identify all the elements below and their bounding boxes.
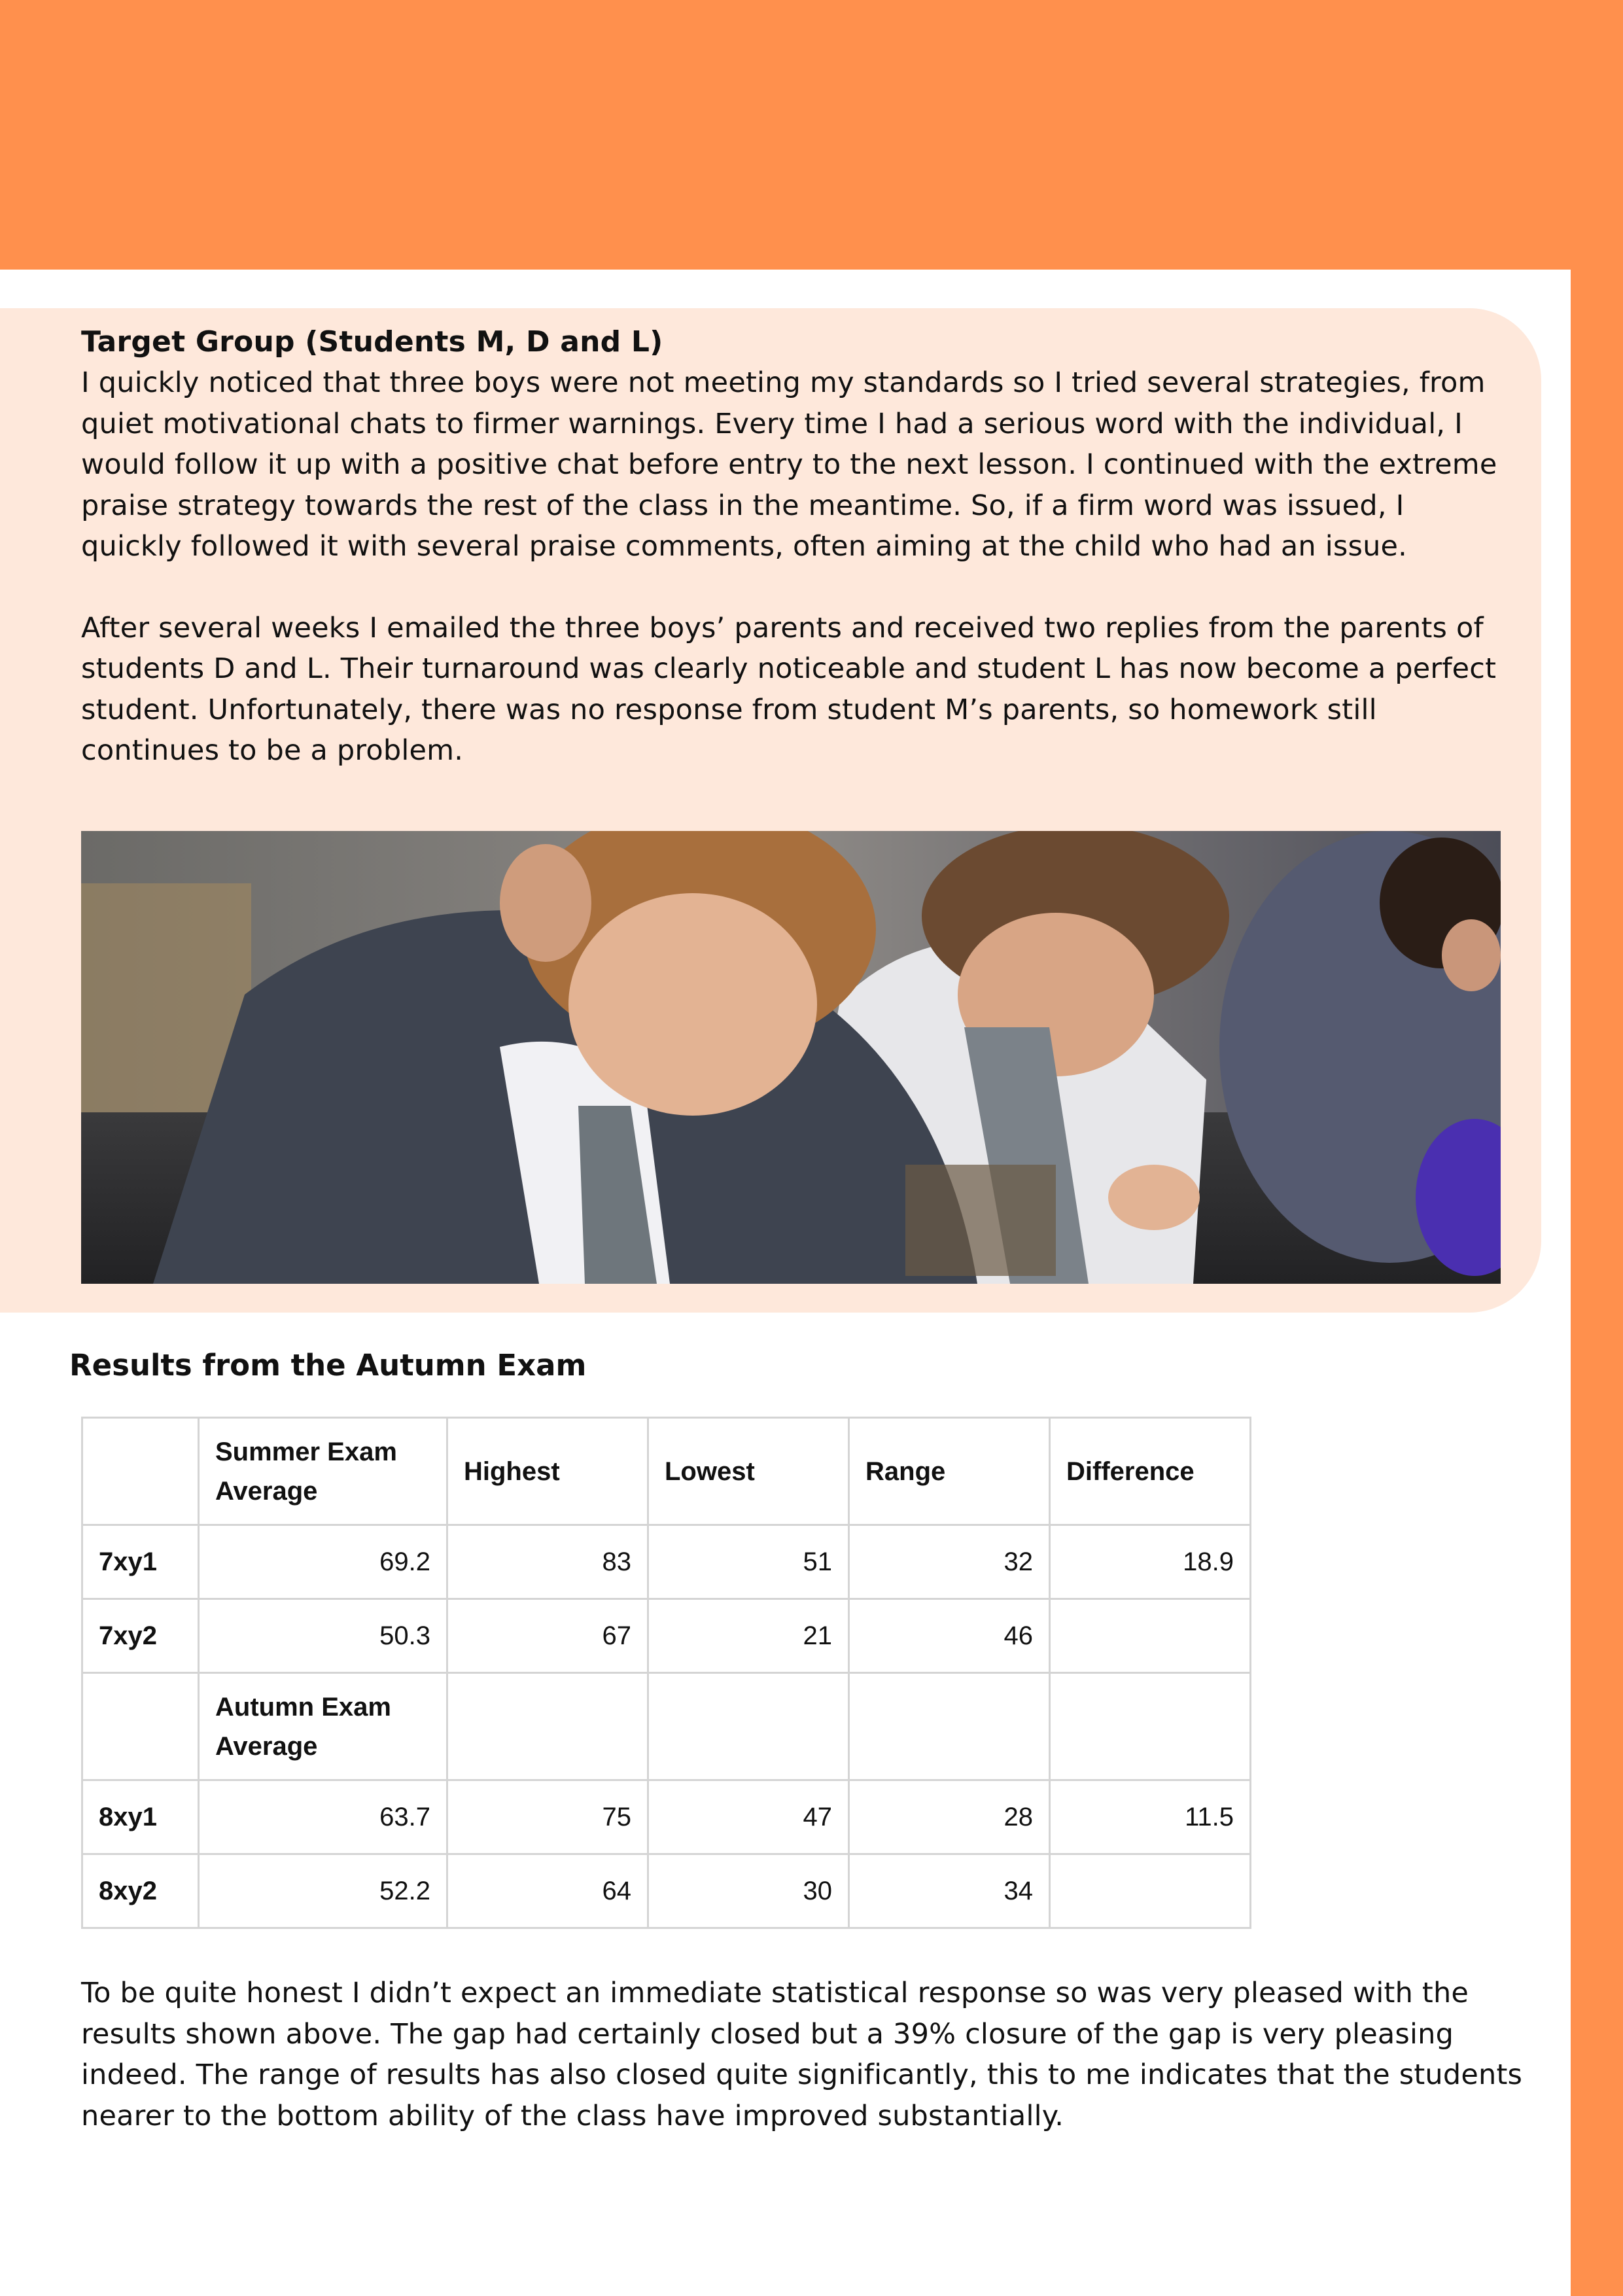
average-value: 50.3 — [199, 1599, 447, 1673]
group-label: 8xy1 — [82, 1780, 199, 1854]
average-value: 69.2 — [199, 1525, 447, 1599]
empty-cell — [1050, 1673, 1251, 1780]
highest-value: 83 — [447, 1525, 648, 1599]
target-group-text — [81, 321, 1501, 771]
average-value: 52.2 — [199, 1854, 447, 1928]
target-group-paragraph-1: I quickly noticed that three boys were not meeting my standards so I tried several strategies, from quiet motivational chats to firmer warnings. Every time I had a serious word with the individual, I would follow it up with a positive chat before entry to the next lesson. I continued with the extreme praise strategy towards the rest of the class in the meantime. So, if a firm word was issued, I quickly followed it with several praise comments, often aiming at the child who had an issue. — [81, 366, 1497, 563]
empty-cell — [82, 1673, 199, 1780]
results-title: Results from the Autumn Exam — [69, 1348, 587, 1383]
header-difference: Difference — [1050, 1418, 1251, 1525]
empty-cell — [447, 1673, 648, 1780]
group-label: 7xy2 — [82, 1599, 199, 1673]
table-subheader-row — [82, 1673, 1251, 1780]
difference-value — [1050, 1599, 1251, 1673]
highest-value: 67 — [447, 1599, 648, 1673]
target-group-paragraph-2: After several weeks I emailed the three boys’ parents and received two replies from the parents of students D and L. Their turnaround was clearly noticeable and student L has now become a perfect student. Unfortunately, there was no response from student M’s parents, so homework still continues to be a problem. — [81, 611, 1497, 767]
table-header-row — [82, 1418, 1251, 1525]
empty-cell — [849, 1673, 1050, 1780]
table-row — [82, 1599, 1251, 1673]
table-row — [82, 1854, 1251, 1928]
difference-value: 18.9 — [1050, 1525, 1251, 1599]
lowest-value: 21 — [648, 1599, 849, 1673]
range-value: 34 — [849, 1854, 1050, 1928]
side-band — [1571, 270, 1623, 2296]
lowest-value: 30 — [648, 1854, 849, 1928]
average-value: 63.7 — [199, 1780, 447, 1854]
difference-value: 11.5 — [1050, 1780, 1251, 1854]
highest-value: 75 — [447, 1780, 648, 1854]
range-value: 28 — [849, 1780, 1050, 1854]
group-label: 8xy2 — [82, 1854, 199, 1928]
header-highest: Highest — [447, 1418, 648, 1525]
results-table — [81, 1417, 1251, 1929]
table-row — [82, 1525, 1251, 1599]
table-corner-cell — [82, 1418, 199, 1525]
header-range: Range — [849, 1418, 1050, 1525]
closing-paragraph: To be quite honest I didn’t expect an immediate statistical response so was very pleased with the results shown above. The gap had certainly closed but a 39% closure of the gap is very pleasing indeed. The range of results has also closed quite significantly, this to me indicates that the students nearer to the bottom ability of the class have improved substantially. — [81, 1977, 1523, 2132]
lowest-value: 51 — [648, 1525, 849, 1599]
lowest-value: 47 — [648, 1780, 849, 1854]
header-summer-average: Summer Exam Average — [199, 1418, 447, 1525]
empty-cell — [648, 1673, 849, 1780]
header-lowest: Lowest — [648, 1418, 849, 1525]
header-autumn-average: Autumn Exam Average — [199, 1673, 447, 1780]
range-value: 46 — [849, 1599, 1050, 1673]
highest-value: 64 — [447, 1854, 648, 1928]
table-row — [82, 1780, 1251, 1854]
group-label: 7xy1 — [82, 1525, 199, 1599]
difference-value — [1050, 1854, 1251, 1928]
students-photo — [81, 831, 1501, 1284]
target-group-heading: Target Group (Students M, D and L) — [81, 325, 663, 359]
header-band — [0, 0, 1623, 270]
range-value: 32 — [849, 1525, 1050, 1599]
